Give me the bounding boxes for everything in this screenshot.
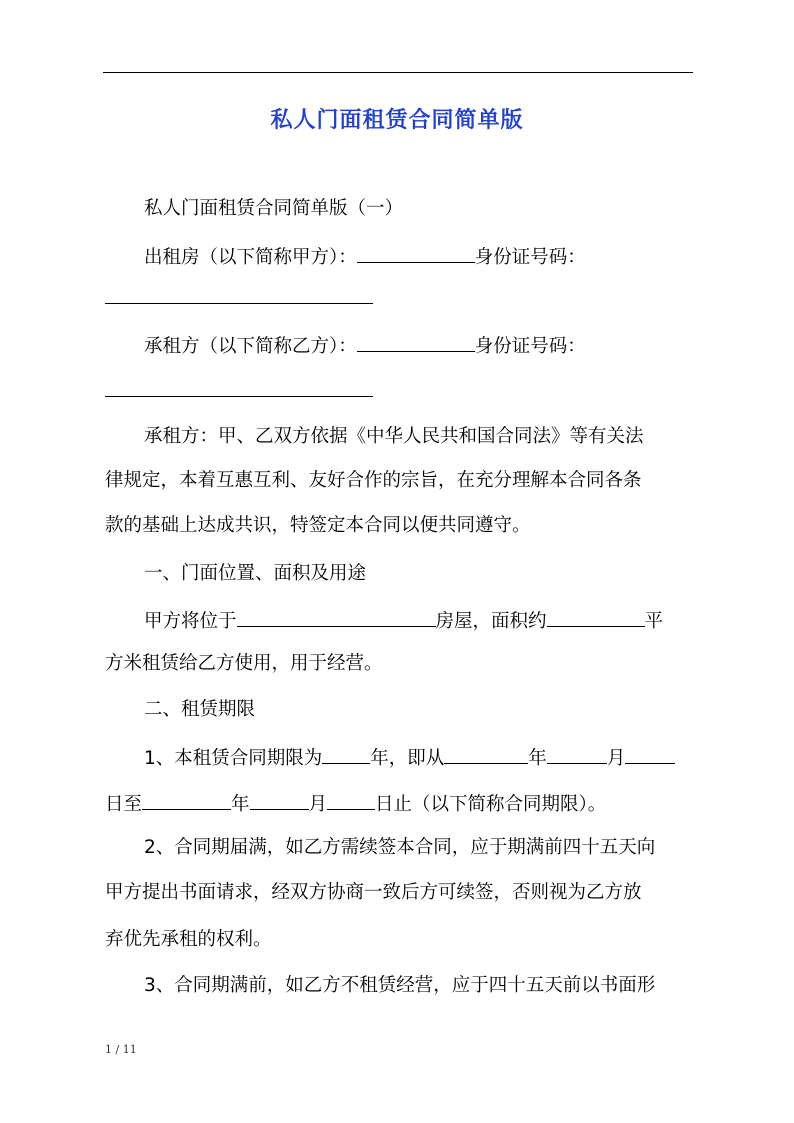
lessee-label: 承租方（以下简称乙方）： [144, 336, 357, 357]
preamble-line-1: 承租方：甲、乙双方依据《中华人民共和国合同法》等有关法 [144, 426, 644, 447]
start-year-blank [444, 743, 528, 764]
page-number: 1 / 11 [105, 1043, 137, 1056]
lessee-name-blank [357, 331, 475, 352]
lessor-line [105, 242, 729, 271]
to-label: 日至 [105, 794, 143, 815]
end-day-blank [327, 789, 375, 810]
end-year-label: 年 [231, 794, 250, 815]
end-year-blank [142, 789, 231, 810]
end-month-label: 月 [308, 794, 328, 815]
section-1-line-1 [105, 606, 729, 635]
clause-1-line-2 [105, 789, 690, 818]
start-day-blank [625, 743, 675, 764]
location-blank [237, 606, 436, 627]
start-year-label: 年 [528, 748, 547, 769]
term-label: 1、本租赁合同期限为 [144, 748, 323, 769]
section-1-heading: 一、门面位置、面积及用途 [144, 563, 367, 584]
header-rule [103, 72, 693, 73]
start-month-label: 月 [606, 748, 626, 769]
lessee-id-blank [105, 396, 373, 397]
section-1-line-2: 方米租赁给乙方使用，用于经营。 [105, 653, 383, 674]
preamble-line-3: 款的基础上达成共识，特签定本合同以便共同遵守。 [105, 515, 531, 536]
end-day-label: 日止（以下简称合同期限）。 [375, 794, 607, 815]
end-month-blank [250, 789, 309, 810]
term-years-blank [322, 743, 370, 764]
start-month-blank [547, 743, 607, 764]
area-label: 房屋，面积约 [435, 611, 547, 632]
lessor-label: 出租房（以下简称甲方）： [144, 247, 357, 268]
from-label: 年，即从 [370, 748, 445, 769]
lessor-name-blank [357, 242, 475, 263]
lessor-id-blank [105, 303, 373, 304]
lessee-id-label: 身份证号码： [474, 336, 586, 357]
area-blank [547, 606, 645, 627]
clause-3-line-1: 3、合同期满前，如乙方不租赁经营，应于四十五天前以书面形 [144, 975, 656, 996]
lessee-line [105, 331, 729, 360]
preamble-line-2: 律规定，本着互惠互利、友好合作的宗旨，在充分理解本合同各条 [105, 470, 642, 491]
area-unit-start: 平 [644, 611, 664, 632]
clause-2-line-2: 甲方提出书面请求，经双方协商一致后方可续签，否则视为乙方放 [105, 882, 642, 903]
clause-2-line-1: 2、合同期届满，如乙方需续签本合同，应于期满前四十五天向 [144, 837, 656, 858]
clause-1-line-1 [105, 743, 729, 772]
location-label: 甲方将位于 [144, 611, 237, 632]
lessor-id-label: 身份证号码： [474, 247, 586, 268]
document-title: 私人门面租赁合同简单版 [270, 108, 524, 133]
section-2-heading: 二、租赁期限 [144, 699, 256, 720]
clause-2-line-3: 弃优先承租的权利。 [105, 929, 272, 950]
subtitle: 私人门面租赁合同简单版（一） [144, 198, 404, 219]
